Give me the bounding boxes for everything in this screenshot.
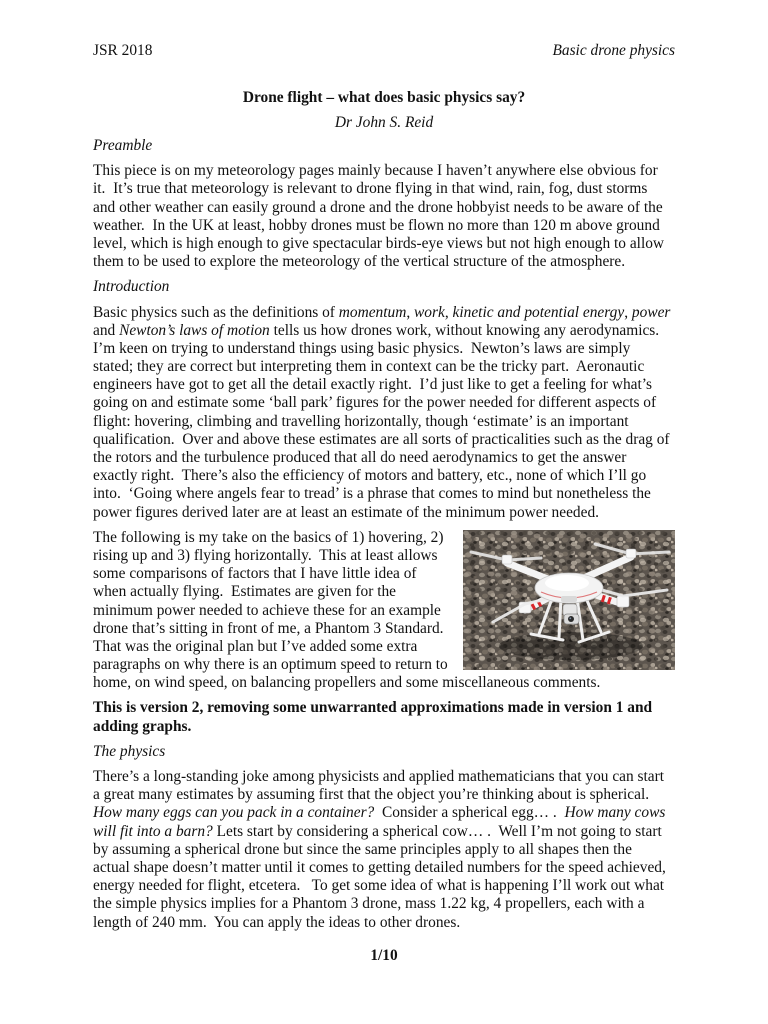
text-line: engineers have got to get all the detail exactly right. I’d just like to get a feeling for what’s	[93, 376, 653, 394]
text-line: the simple physics implies for a Phantom 3 drone, mass 1.22 kg, 4 propellers, each with a	[93, 895, 645, 913]
text-line: qualification. Over and above these estimates are all sorts of practicalities such as the drag of	[93, 430, 670, 448]
text-line: minimum power needed to achieve these for an example	[93, 601, 441, 619]
text-line: energy needed for flight, etcetera. To get some idea of what is happening I’ll work out what	[93, 877, 665, 895]
paragraph	[93, 768, 675, 932]
text-line: There’s a long-standing joke among physicists and applied mathematicians that you can start	[93, 768, 665, 785]
text-line: flight: hovering, climbing and travelling horizontally, though ‘estimate’ is an important	[93, 412, 629, 430]
italic-text: will fit into a barn?	[93, 822, 213, 840]
section-heading	[93, 137, 675, 155]
text-line: when actually flying. Estimates are given for the	[93, 583, 397, 601]
text-run: ,	[444, 303, 453, 321]
italic-text: kinetic and potential energy	[452, 303, 625, 321]
heading-text: Introduction	[93, 278, 170, 296]
text-line: rising up and 3) flying horizontally. This at least allows	[93, 546, 438, 564]
text-line: actual shape doesn’t matter until it comes to getting detailed numbers for the speed achieved,	[93, 858, 666, 876]
text-line	[93, 823, 675, 841]
paragraph	[93, 162, 675, 271]
text-line: length of 240 mm. You can apply the ideas to other drones.	[93, 913, 461, 931]
text-line: weather. In the UK at least, hobby drones must be flown no more than 120 m above ground	[93, 216, 660, 234]
section-heading	[93, 278, 675, 296]
text-line: into. ‘Going where angels fear to tread’ is a phrase that comes to mind but nonetheless the	[93, 485, 651, 503]
text-line: paragraphs on why there is an optimum speed to return to	[93, 656, 448, 674]
text-line: the rotors and the turbulence produced that all do need aerodynamics to get the answer	[93, 449, 627, 466]
text-run: ,	[406, 303, 415, 321]
text-line: stated; they are correct but interpreting them in context can be the tricky part. Aeronautic	[93, 358, 645, 376]
text-run: Basic physics such as the definitions of	[93, 303, 339, 321]
heading-text: The physics	[93, 742, 166, 760]
text-run: ,	[624, 303, 632, 321]
italic-text: Newton’s laws of motion	[119, 321, 270, 339]
text-line	[93, 804, 675, 822]
text-line: level, which is high enough to give spectacular birds-eye views but not high enough to allow	[93, 234, 665, 252]
camera-gimbal	[563, 604, 579, 624]
text-line: power figures derived later are at least an estimate of the minimum power needed.	[93, 503, 599, 521]
text-line: and other weather can easily ground a drone and the drone hobbyist needs to be aware of the	[93, 198, 663, 216]
heading-text: Preamble	[93, 137, 153, 154]
running-header-left: JSR 2018	[93, 42, 153, 59]
text-run: Lets start by considering a spherical cow… . Well I’m not going to start	[212, 822, 662, 840]
paragraph	[93, 304, 675, 522]
text-line: drone that’s sitting in front of me, a Phantom 3 Standard.	[93, 619, 444, 637]
text-line	[93, 304, 675, 322]
text-line: a great many estimates by assuming first that the object you’re thinking about is spherical.	[93, 786, 650, 804]
document-title: Drone flight – what does basic physics say?	[242, 89, 526, 106]
text-line: exactly right. There’s also the efficiency of motors and battery, etc., none of which I’ll go	[93, 467, 647, 485]
text-line: some comparisons of factors that I have little idea of	[93, 565, 417, 583]
page-number: 1/10	[370, 947, 398, 964]
document-author: Dr John S. Reid	[334, 114, 434, 131]
italic-text: work	[414, 303, 445, 321]
text-line: it. It’s true that meteorology is relevant to drone flying in that wind, rain, fog, dust storms	[93, 180, 648, 198]
italic-text: How many cows	[564, 804, 666, 822]
text-line: This is version 2, removing some unwarranted approximations made in version 1 and	[93, 699, 653, 717]
text-line: going on and estimate some ‘ball park’ figures for the power needed for different aspects of	[93, 394, 657, 412]
text-line	[93, 322, 675, 340]
text-line: That was the original plan but I’ve added some extra	[93, 637, 418, 655]
text-run: Consider a spherical egg… .	[374, 804, 565, 822]
text-line: home, on wind speed, on balancing propellers and some miscellaneous comments.	[93, 674, 601, 692]
drone-photo	[463, 530, 675, 670]
text-line: This piece is on my meteorology pages mainly because I haven’t anywhere else obvious for	[93, 162, 658, 180]
text-run: and	[93, 321, 120, 339]
text-line: adding graphs.	[93, 717, 192, 735]
italic-text: How many eggs can you pack in a container?	[93, 804, 375, 822]
section-heading	[93, 743, 675, 761]
drone-body	[535, 573, 603, 603]
text-line: The following is my take on the basics of 1) hovering, 2)	[93, 528, 444, 546]
text-run: tells us how drones work, without knowing any aerodynamics.	[269, 321, 660, 339]
text-line: them to be used to explore the meteorology of the vertical structure of the atmosphere.	[93, 253, 626, 271]
text-line: I’m keen on trying to understand things using basic physics. Newton’s laws are simply	[93, 339, 631, 357]
italic-text: momentum	[338, 303, 407, 321]
version-note-paragraph	[93, 699, 675, 735]
italic-text: power	[631, 303, 671, 321]
running-header-right: Basic drone physics	[552, 42, 675, 59]
text-line: by assuming a spherical drone but since the same principles apply to all shapes then the	[93, 840, 632, 858]
